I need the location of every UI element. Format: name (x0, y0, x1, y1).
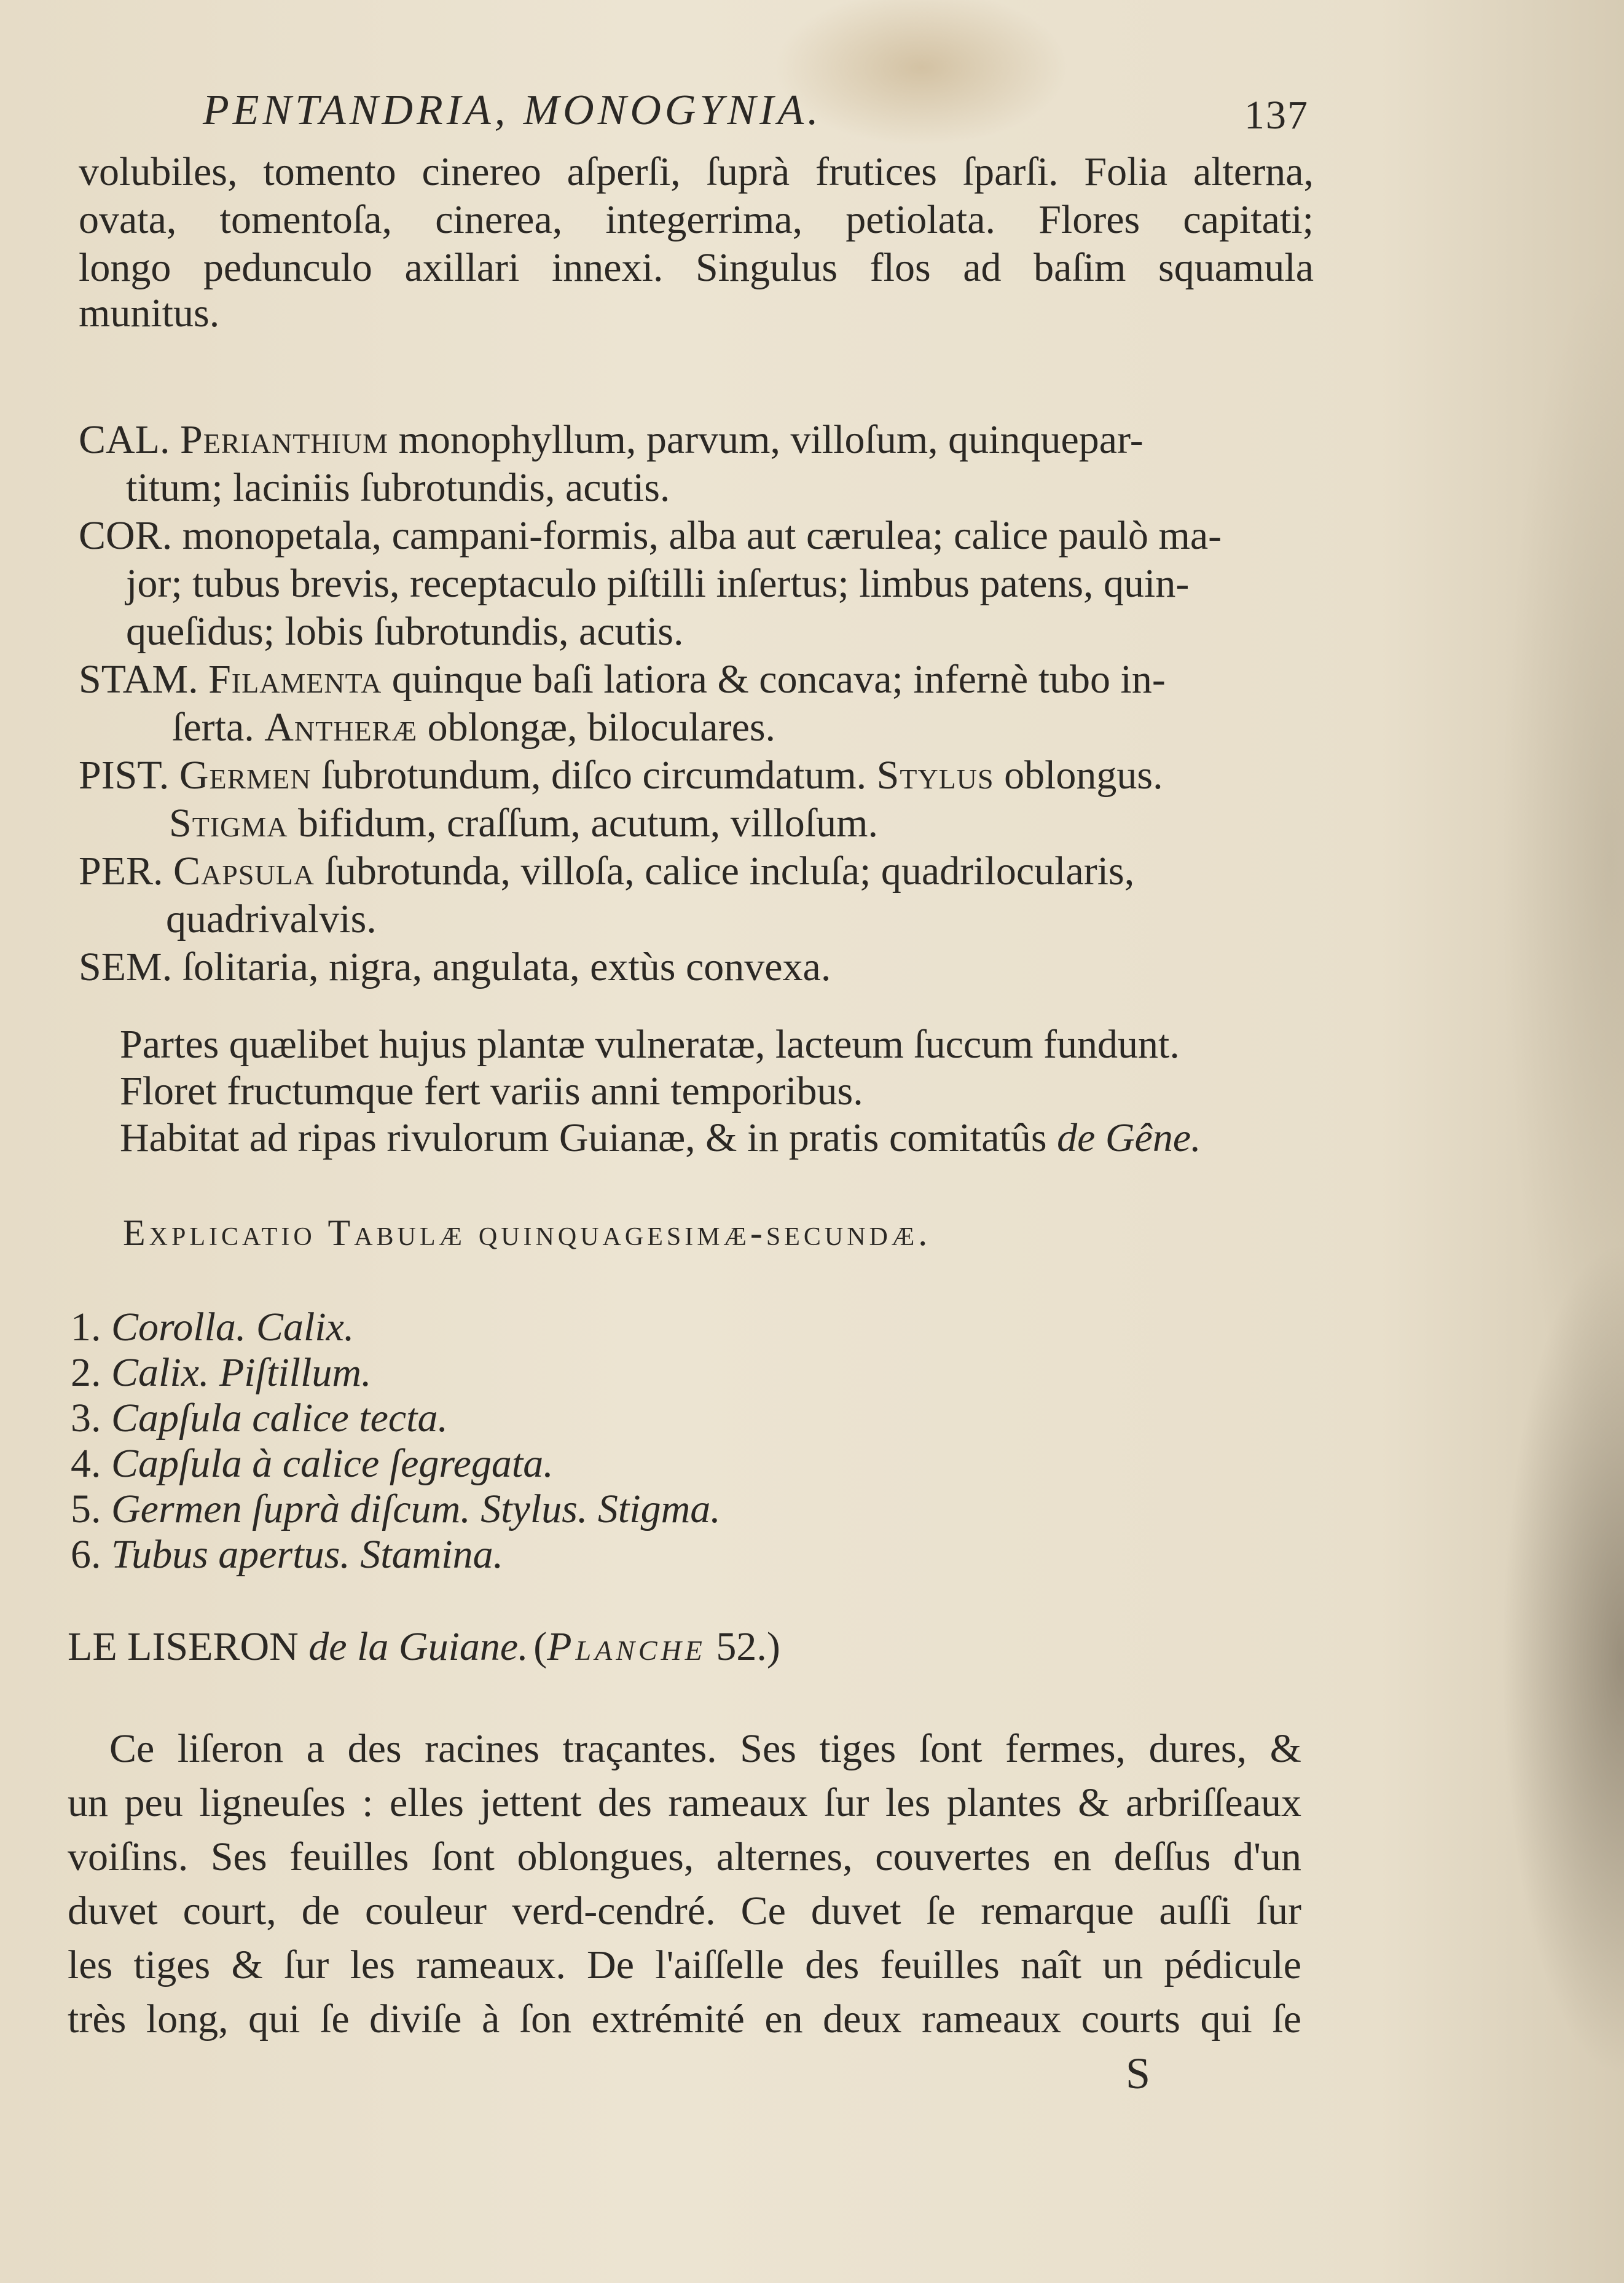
char-text: oblongæ, biloculares. (427, 705, 776, 750)
explication-item (71, 1530, 503, 1579)
heading-plate: Planche (547, 1624, 706, 1669)
char-label: PIST. (79, 753, 170, 798)
char-label: PER. (79, 849, 163, 894)
description-line-3: longo pedunculo axillari innexi. Singulus flos ad baſim squamula (79, 245, 1314, 290)
note-place: de Gêne. (1057, 1115, 1201, 1160)
heading-plate-number: 52.) (716, 1624, 780, 1669)
char-term: Perianthium (180, 417, 389, 462)
item-number: 5. (71, 1487, 101, 1531)
french-line-3: voiſins. Ses feuilles ſont oblongues, alternes, couvertes en deſſus d'un (68, 1834, 1301, 1879)
explication-item (71, 1394, 448, 1443)
explication-item (71, 1439, 554, 1488)
char-text: ſubrotundum, diſco circumdatum. (321, 753, 867, 798)
note-line-3 (120, 1114, 1201, 1163)
char-cal (79, 415, 1143, 465)
signature-mark: S (1126, 2049, 1151, 2098)
item-number: 1. (71, 1305, 101, 1350)
french-line-2: un peu ligneuſes : elles jettent des rameaux ſur les plantes & arbriſſeaux (68, 1780, 1301, 1825)
char-label: STAM. (79, 657, 198, 702)
char-cal-cont: titum; laciniis ſubrotundis, acutis. (126, 465, 670, 510)
char-text: ſubrotunda, villoſa, calice incluſa; quadrilocularis, (324, 849, 1135, 894)
note-text: Habitat ad ripas rivulorum Guianæ, & in pratis comitatûs (120, 1115, 1047, 1160)
description-line-2: ovata, tomentoſa, cinerea, integerrima, petiolata. Flores capitati; (79, 197, 1314, 242)
char-stam (79, 655, 1166, 704)
char-term: Stylus (876, 753, 994, 798)
char-sem (79, 943, 831, 992)
char-cor (79, 511, 1222, 560)
char-term: Capsula (173, 849, 315, 894)
running-title: PENTANDRIA, MONOGYNIA. (203, 87, 822, 134)
char-cor-cont-1: jor; tubus brevis, receptaculo piſtilli inſertus; limbus patens, quin- (126, 561, 1190, 606)
char-pist (79, 751, 1163, 800)
char-text: bifidum, craſſum, acutum, villoſum. (297, 801, 878, 846)
char-term: Germen (179, 753, 312, 798)
item-text: Calix. Piſtillum. (111, 1350, 372, 1395)
char-label: SEM. (79, 945, 173, 989)
item-number: 2. (71, 1350, 101, 1395)
char-text: oblongus. (1004, 753, 1163, 798)
char-stam-cont (172, 703, 775, 752)
heading-text: LE LISERON (68, 1624, 299, 1669)
item-number: 4. (71, 1441, 101, 1486)
char-cor-cont-2: queſidus; lobis ſubrotundis, acutis. (126, 609, 684, 654)
char-label: COR. (79, 513, 173, 558)
char-text: ſerta. (172, 705, 254, 750)
item-text: Germen ſuprà diſcum. Stylus. Stigma. (111, 1487, 721, 1531)
char-pist-cont (169, 799, 878, 848)
char-label: CAL. (79, 417, 170, 462)
french-line-4: duvet court, de couleur verd-cendré. Ce duvet ſe remarque auſſi ſur (68, 1888, 1301, 1933)
note-line-1: Partes quælibet hujus plantæ vulneratæ, lactеum ſuccum fundunt. (120, 1022, 1180, 1067)
item-text: Corolla. Calix. (111, 1305, 355, 1350)
char-text: monophyllum, parvum, villoſum, quinquepar- (398, 417, 1143, 462)
item-number: 6. (71, 1532, 101, 1577)
char-term: Stigma (169, 801, 288, 846)
french-heading (68, 1622, 780, 1672)
note-line-2: Floret fructumque fert variis anni temporibus. (120, 1069, 863, 1114)
char-term: Antheræ (264, 705, 418, 750)
char-text: quinque baſi latiora & concava; infernè tubo in- (391, 657, 1166, 702)
item-text: Capſula calice tecta. (111, 1396, 449, 1440)
item-number: 3. (71, 1396, 101, 1440)
explication-item (71, 1348, 372, 1397)
char-text: ſolitaria, nigra, angulata, extùs convexa. (182, 945, 831, 989)
french-line-1: Ce liſeron a des racines traçantes. Ses tiges ſont fermes, dures, & (109, 1726, 1301, 1771)
explication-title: Explicatio Tabulæ quinquagesimæ-secundæ. (123, 1212, 932, 1253)
page-number: 137 (1244, 93, 1309, 138)
item-text: Tubus apertus. Stamina. (111, 1532, 504, 1577)
char-per (79, 847, 1134, 896)
description-line-1: volubiles, tomento cinereo aſperſi, ſuprà frutices ſparſi. Folia alterna, (79, 149, 1314, 194)
char-text: monopetala, campani-formis, alba aut cærulea; calice paulò ma- (182, 513, 1222, 558)
french-line-6: très long, qui ſe diviſe à ſon extrémité en deux rameaux courts qui ſe (68, 1997, 1301, 2041)
explication-item (71, 1485, 721, 1534)
heading-place: de la Guiane. (308, 1624, 528, 1669)
char-per-cont: quadrivalvis. (166, 897, 377, 941)
char-term: Filamenta (208, 657, 382, 702)
item-text: Capſula à calice ſegregata. (111, 1441, 554, 1486)
description-line-4: munitus. (79, 291, 220, 336)
explication-item (71, 1303, 354, 1352)
french-line-5: les tiges & ſur les rameaux. De l'aiſſelle des feuilles naît un pédicule (68, 1943, 1301, 1987)
heading-paren: ( (533, 1624, 547, 1669)
